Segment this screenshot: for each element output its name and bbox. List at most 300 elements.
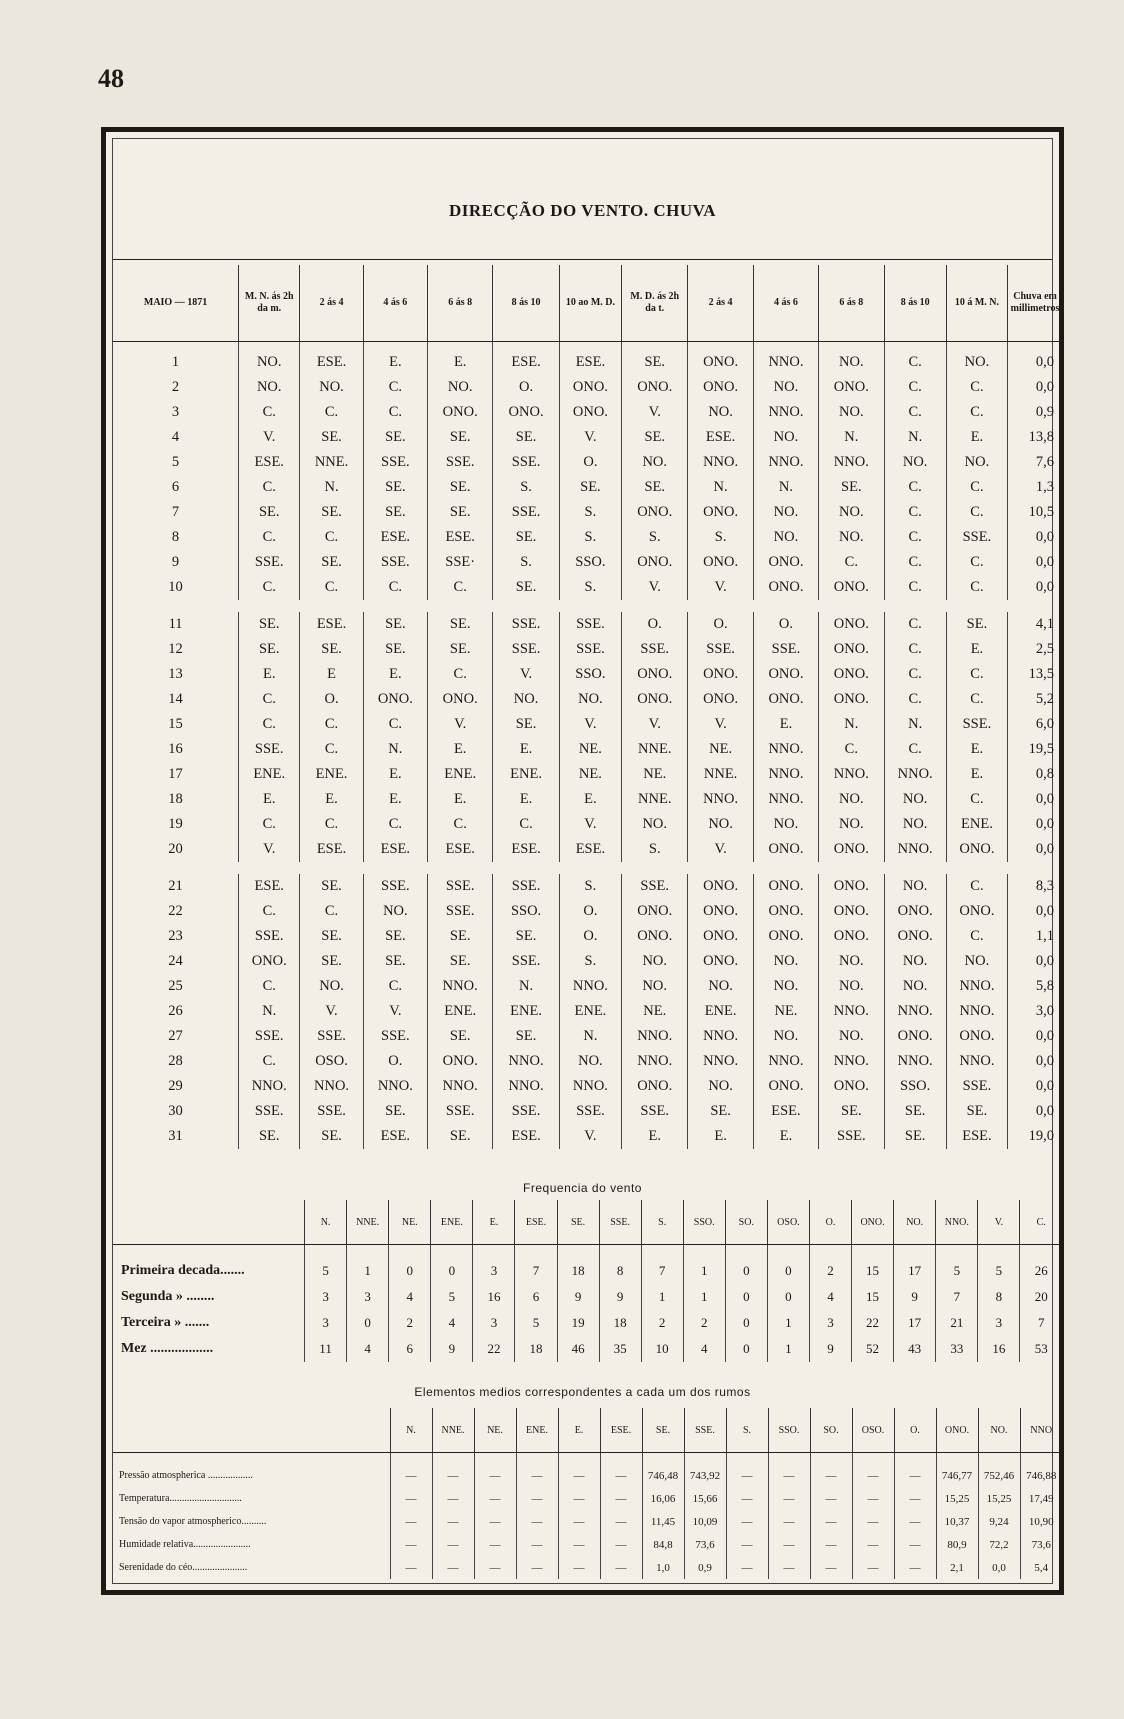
value-cell: 10,37	[936, 1510, 978, 1533]
wind-cell: S.	[559, 500, 621, 525]
wind-cell: E.	[300, 787, 363, 812]
value-cell: —	[852, 1453, 894, 1488]
wind-cell: SE.	[428, 500, 493, 525]
wind-cell: NE.	[688, 737, 753, 762]
count-cell: 33	[936, 1336, 978, 1362]
wind-cell: E.	[946, 737, 1007, 762]
wind-cell: ONO.	[622, 550, 688, 575]
wind-cell: V.	[493, 662, 559, 687]
column-header: O.	[894, 1408, 936, 1453]
wind-cell: NNO.	[428, 1074, 493, 1099]
wind-cell: C.	[300, 712, 363, 737]
wind-cell: SE.	[363, 612, 427, 637]
rain-cell: 1,3	[1008, 475, 1062, 500]
value-cell: 746,48	[642, 1453, 684, 1488]
wind-cell: NO.	[753, 425, 818, 450]
wind-cell: NNO.	[300, 1074, 363, 1099]
wind-cell: N.	[819, 425, 884, 450]
wind-cell: C.	[428, 812, 493, 837]
wind-cell: SE.	[239, 1124, 300, 1149]
value-cell: —	[432, 1487, 474, 1510]
table-row	[113, 550, 1062, 575]
column-header: NNO.	[936, 1200, 978, 1245]
wind-cell: V.	[300, 999, 363, 1024]
table-row	[113, 1074, 1062, 1099]
wind-cell: SSE.	[622, 874, 688, 899]
day-cell: 18	[168, 791, 183, 807]
count-cell: 16	[473, 1284, 515, 1310]
wind-cell: NNE.	[688, 762, 753, 787]
wind-cell: ONO.	[622, 500, 688, 525]
value-cell: —	[726, 1487, 768, 1510]
wind-cell: SE.	[363, 637, 427, 662]
day-cell: 15	[168, 716, 183, 732]
day-cell: 23	[168, 928, 183, 944]
column-header: SE.	[557, 1200, 599, 1245]
wind-cell: ONO.	[622, 687, 688, 712]
wind-cell: SE.	[622, 475, 688, 500]
day-cell: 19	[168, 816, 183, 832]
wind-cell: ONO.	[493, 400, 559, 425]
wind-cell: E.	[363, 787, 427, 812]
column-header: 6 ás 8	[428, 265, 493, 342]
wind-cell: V.	[559, 1124, 621, 1149]
column-header: SO.	[810, 1408, 852, 1453]
row-label: Tensão do vapor atmospherico..........	[119, 1516, 267, 1527]
wind-cell: N.	[363, 737, 427, 762]
wind-cell: NNO.	[884, 999, 946, 1024]
wind-cell: SSE.	[946, 712, 1007, 737]
wind-cell: SSE.	[428, 450, 493, 475]
wind-cell: ONO.	[946, 837, 1007, 862]
wind-cell: NNO.	[753, 787, 818, 812]
count-cell: 0	[767, 1284, 809, 1310]
wind-cell: O.	[753, 612, 818, 637]
wind-cell: C.	[363, 974, 427, 999]
wind-cell: ONO.	[819, 662, 884, 687]
day-cell: 20	[168, 841, 183, 857]
wind-cell: NNO.	[753, 342, 818, 376]
wind-cell: SSE.	[239, 1099, 300, 1124]
wind-cell: ONO.	[688, 874, 753, 899]
count-cell: 4	[347, 1336, 389, 1362]
column-header: N.	[390, 1408, 432, 1453]
wind-cell: ENE.	[239, 762, 300, 787]
count-cell: 18	[599, 1310, 641, 1336]
count-cell: 3	[473, 1310, 515, 1336]
wind-cell: SSE.	[300, 1099, 363, 1124]
wind-cell: O.	[559, 924, 621, 949]
wind-cell: ENE.	[300, 762, 363, 787]
column-header: 2 ás 4	[300, 265, 363, 342]
wind-cell: SE.	[363, 924, 427, 949]
wind-cell: NO.	[819, 500, 884, 525]
row-label: Terceira » .......	[121, 1315, 210, 1330]
wind-cell: E.	[753, 712, 818, 737]
column-header: C.	[1020, 1200, 1062, 1245]
wind-cell: C.	[239, 400, 300, 425]
wind-cell: NO.	[819, 812, 884, 837]
day-cell: 28	[168, 1053, 183, 1069]
wind-cell: O.	[622, 612, 688, 637]
wind-cell: SE.	[239, 637, 300, 662]
count-cell: 0	[725, 1336, 767, 1362]
day-cell: 6	[171, 479, 180, 495]
day-cell: 12	[168, 641, 183, 657]
wind-cell: C.	[239, 575, 300, 600]
wind-cell: E.	[363, 342, 427, 376]
wind-cell: NNO.	[753, 450, 818, 475]
column-header: S.	[641, 1200, 683, 1245]
wind-cell: ONO.	[622, 662, 688, 687]
value-cell: 16,06	[642, 1487, 684, 1510]
day-cell: 10	[168, 579, 183, 595]
wind-cell: E.	[946, 762, 1007, 787]
table-row	[113, 1533, 1062, 1556]
wind-cell: C.	[946, 475, 1007, 500]
count-cell: 1	[767, 1310, 809, 1336]
value-cell: —	[894, 1533, 936, 1556]
count-cell: 17	[894, 1310, 936, 1336]
table-row	[113, 450, 1062, 475]
wind-cell: ONO.	[946, 899, 1007, 924]
day-cell: 2	[171, 379, 180, 395]
value-cell: 73,6	[1020, 1533, 1062, 1556]
wind-cell: SSE.	[239, 924, 300, 949]
column-header: N.	[305, 1200, 347, 1245]
wind-cell: NO.	[622, 949, 688, 974]
wind-cell: ESE.	[493, 837, 559, 862]
value-cell: —	[474, 1510, 516, 1533]
value-cell: —	[768, 1510, 810, 1533]
blank-header	[113, 1200, 305, 1245]
count-cell: 19	[557, 1310, 599, 1336]
wind-cell: NO.	[753, 1024, 818, 1049]
wind-cell: SSE.	[493, 874, 559, 899]
wind-cell: N.	[559, 1024, 621, 1049]
value-cell: —	[852, 1556, 894, 1579]
wind-cell: NO.	[753, 974, 818, 999]
wind-cell: NNO.	[753, 737, 818, 762]
wind-cell: ESE.	[428, 525, 493, 550]
value-cell: —	[852, 1487, 894, 1510]
column-header: 8 ás 10	[884, 265, 946, 342]
wind-cell: ONO.	[688, 342, 753, 376]
wind-cell: SE.	[493, 924, 559, 949]
value-cell: —	[852, 1533, 894, 1556]
wind-cell: SE.	[363, 475, 427, 500]
rain-cell: 5,8	[1008, 974, 1062, 999]
value-cell: —	[726, 1533, 768, 1556]
wind-cell: SSE.	[559, 1099, 621, 1124]
wind-cell: ESE.	[493, 1124, 559, 1149]
count-cell: 2	[810, 1245, 852, 1285]
table-row	[113, 1336, 1062, 1362]
rain-cell: 3,0	[1008, 999, 1062, 1024]
wind-cell: S.	[622, 525, 688, 550]
wind-cell: NNO.	[559, 1074, 621, 1099]
column-header: E.	[473, 1200, 515, 1245]
wind-cell: C.	[363, 812, 427, 837]
day-cell: 9	[171, 554, 180, 570]
column-header: 6 ás 8	[819, 265, 884, 342]
wind-cell: ONO.	[819, 637, 884, 662]
value-cell: —	[558, 1533, 600, 1556]
count-cell: 8	[978, 1284, 1020, 1310]
column-header: 8 ás 10	[493, 265, 559, 342]
row-label: Mez ..................	[121, 1341, 214, 1356]
wind-cell: SE.	[622, 425, 688, 450]
column-header: NNO	[1020, 1408, 1062, 1453]
wind-cell: V.	[239, 425, 300, 450]
wind-cell: ONO.	[622, 1074, 688, 1099]
rain-cell: 6,0	[1008, 712, 1062, 737]
rain-cell: 8,3	[1008, 874, 1062, 899]
wind-cell: SE.	[622, 342, 688, 376]
day-cell: 29	[168, 1078, 183, 1094]
table-row	[113, 500, 1062, 525]
count-cell: 7	[936, 1284, 978, 1310]
wind-cell: NO.	[819, 787, 884, 812]
value-cell: —	[768, 1487, 810, 1510]
value-cell: —	[516, 1487, 558, 1510]
rain-cell: 0,0	[1008, 525, 1062, 550]
table-row	[113, 874, 1062, 899]
value-cell: —	[474, 1453, 516, 1488]
wind-cell: C.	[884, 400, 946, 425]
table-row	[113, 400, 1062, 425]
value-cell: —	[768, 1556, 810, 1579]
value-cell: —	[894, 1453, 936, 1488]
table-row	[113, 1487, 1062, 1510]
wind-cell: ONO.	[688, 949, 753, 974]
count-cell: 10	[641, 1336, 683, 1362]
wind-cell: ONO.	[688, 687, 753, 712]
wind-cell: C.	[428, 575, 493, 600]
wind-cell: SSE.	[946, 1074, 1007, 1099]
column-header: SO.	[725, 1200, 767, 1245]
wind-cell: C.	[884, 342, 946, 376]
rain-cell: 0,0	[1008, 375, 1062, 400]
page-number: 48	[98, 64, 124, 93]
table-row	[113, 475, 1062, 500]
blank-header	[113, 1408, 390, 1453]
count-cell: 9	[810, 1336, 852, 1362]
count-cell: 9	[431, 1336, 473, 1362]
wind-cell: ONO.	[753, 1074, 818, 1099]
day-cell: 8	[171, 529, 180, 545]
table-row	[113, 1245, 1062, 1285]
wind-cell: E.	[753, 1124, 818, 1149]
wind-cell: C.	[946, 375, 1007, 400]
column-header: 4 ás 6	[753, 265, 818, 342]
divider	[113, 259, 1052, 260]
wind-cell: SE.	[300, 500, 363, 525]
wind-cell: C.	[239, 974, 300, 999]
wind-cell: V.	[622, 400, 688, 425]
wind-cell: NNO.	[363, 1074, 427, 1099]
wind-cell: NO.	[688, 1074, 753, 1099]
column-header: NO.	[978, 1408, 1020, 1453]
value-cell: —	[600, 1453, 642, 1488]
value-cell: —	[432, 1453, 474, 1488]
wind-cell: ONO.	[884, 1024, 946, 1049]
value-cell: —	[558, 1453, 600, 1488]
wind-cell: NNO.	[819, 762, 884, 787]
column-header: OSO.	[767, 1200, 809, 1245]
count-cell: 3	[347, 1284, 389, 1310]
wind-cell: NNO.	[559, 974, 621, 999]
count-cell: 8	[599, 1245, 641, 1285]
count-cell: 3	[810, 1310, 852, 1336]
day-cell: 11	[168, 616, 183, 632]
wind-cell: E.	[239, 662, 300, 687]
count-cell: 3	[473, 1245, 515, 1285]
wind-cell: SE.	[363, 425, 427, 450]
wind-cell: NO.	[300, 375, 363, 400]
wind-cell: C.	[884, 525, 946, 550]
value-cell: —	[726, 1453, 768, 1488]
row-label: Primeira decada.......	[121, 1263, 245, 1278]
rain-cell: 0,9	[1008, 400, 1062, 425]
table-row	[113, 762, 1062, 787]
count-cell: 1	[767, 1336, 809, 1362]
value-cell: 15,25	[978, 1487, 1020, 1510]
wind-cell: O.	[559, 450, 621, 475]
rain-cell: 0,0	[1008, 949, 1062, 974]
wind-cell: ENE.	[493, 762, 559, 787]
wind-cell: NO.	[819, 342, 884, 376]
wind-cell: ONO.	[428, 1049, 493, 1074]
wind-cell: NO.	[946, 949, 1007, 974]
wind-cell: ONO.	[428, 400, 493, 425]
day-cell: 17	[168, 766, 183, 782]
wind-cell: SSE.	[819, 1124, 884, 1149]
count-cell: 1	[683, 1245, 725, 1285]
column-header: 4 ás 6	[363, 265, 427, 342]
value-cell: —	[810, 1533, 852, 1556]
wind-cell: NO.	[884, 874, 946, 899]
wind-cell: N.	[819, 712, 884, 737]
wind-cell: ENE.	[493, 999, 559, 1024]
wind-cell: ONO.	[753, 687, 818, 712]
wind-cell: NNE.	[300, 450, 363, 475]
wind-cell: NE.	[753, 999, 818, 1024]
wind-cell: NE.	[559, 737, 621, 762]
wind-cell: ESE.	[300, 837, 363, 862]
wind-cell: SE.	[300, 550, 363, 575]
wind-cell: NNO.	[688, 1024, 753, 1049]
value-cell: 11,45	[642, 1510, 684, 1533]
table-row	[113, 737, 1062, 762]
elements-table	[113, 1408, 1062, 1579]
column-header: S.	[726, 1408, 768, 1453]
day-cell: 7	[171, 504, 180, 520]
day-cell: 4	[171, 429, 180, 445]
wind-cell: SE.	[428, 637, 493, 662]
wind-cell: SSE.	[428, 874, 493, 899]
day-cell: 30	[168, 1103, 183, 1119]
wind-cell: ONO.	[819, 375, 884, 400]
wind-cell: NNO.	[493, 1074, 559, 1099]
count-cell: 43	[894, 1336, 936, 1362]
column-header: 10 ao M. D.	[559, 265, 621, 342]
value-cell: —	[768, 1533, 810, 1556]
wind-cell: NE.	[622, 762, 688, 787]
wind-cell: S.	[559, 575, 621, 600]
table-row	[113, 525, 1062, 550]
wind-cell: SE.	[428, 924, 493, 949]
wind-cell: NO.	[884, 949, 946, 974]
row-label: Temperatura.............................	[119, 1493, 242, 1504]
day-cell: 1	[171, 354, 180, 370]
day-cell: 22	[168, 903, 183, 919]
value-cell: 84,8	[642, 1533, 684, 1556]
value-cell: —	[516, 1510, 558, 1533]
day-cell: 3	[171, 404, 180, 420]
wind-cell: C.	[819, 737, 884, 762]
table-frame	[101, 127, 1064, 1595]
wind-cell: ONO.	[688, 899, 753, 924]
wind-cell: SSE.	[493, 1099, 559, 1124]
wind-cell: C.	[884, 612, 946, 637]
wind-cell: SE.	[493, 425, 559, 450]
row-label: Pressão atmospherica ..................	[119, 1470, 253, 1481]
count-cell: 26	[1020, 1245, 1062, 1285]
wind-cell: NNO.	[946, 999, 1007, 1024]
rain-cell: 0,0	[1008, 899, 1062, 924]
wind-cell: ONO.	[819, 874, 884, 899]
wind-cell: C.	[884, 737, 946, 762]
decade-spacer	[113, 600, 1062, 612]
count-cell: 5	[305, 1245, 347, 1285]
wind-cell: E.	[239, 787, 300, 812]
value-cell: —	[474, 1487, 516, 1510]
count-cell: 0	[347, 1310, 389, 1336]
wind-cell: ONO.	[239, 949, 300, 974]
table-row	[113, 637, 1062, 662]
wind-cell: NO.	[819, 525, 884, 550]
elements-title: Elementos medios correspondentes a cada um dos rumos	[414, 1385, 751, 1399]
wind-cell: SE.	[300, 1124, 363, 1149]
value-cell: —	[600, 1556, 642, 1579]
table-row	[113, 1024, 1062, 1049]
wind-cell: ESE.	[559, 342, 621, 376]
wind-cell: NO.	[688, 400, 753, 425]
count-cell: 4	[389, 1284, 431, 1310]
wind-cell: SE.	[688, 1099, 753, 1124]
wind-cell: C.	[363, 575, 427, 600]
table-row	[113, 949, 1062, 974]
column-header: M. N. ás 2h da m.	[239, 265, 300, 342]
count-cell: 22	[851, 1310, 893, 1336]
wind-cell: C.	[300, 737, 363, 762]
wind-cell: NO.	[559, 687, 621, 712]
value-cell: 2,1	[936, 1556, 978, 1579]
wind-cell: C.	[239, 812, 300, 837]
wind-cell: C.	[300, 400, 363, 425]
value-cell: —	[390, 1533, 432, 1556]
wind-cell: C.	[363, 375, 427, 400]
count-cell: 0	[389, 1245, 431, 1285]
day-cell: 13	[168, 666, 183, 682]
count-cell: 18	[557, 1245, 599, 1285]
rain-cell: 1,1	[1008, 924, 1062, 949]
wind-cell: ESE.	[428, 837, 493, 862]
count-cell: 4	[431, 1310, 473, 1336]
column-header: Chuva em millimetros	[1008, 265, 1062, 342]
wind-cell: NO.	[753, 812, 818, 837]
